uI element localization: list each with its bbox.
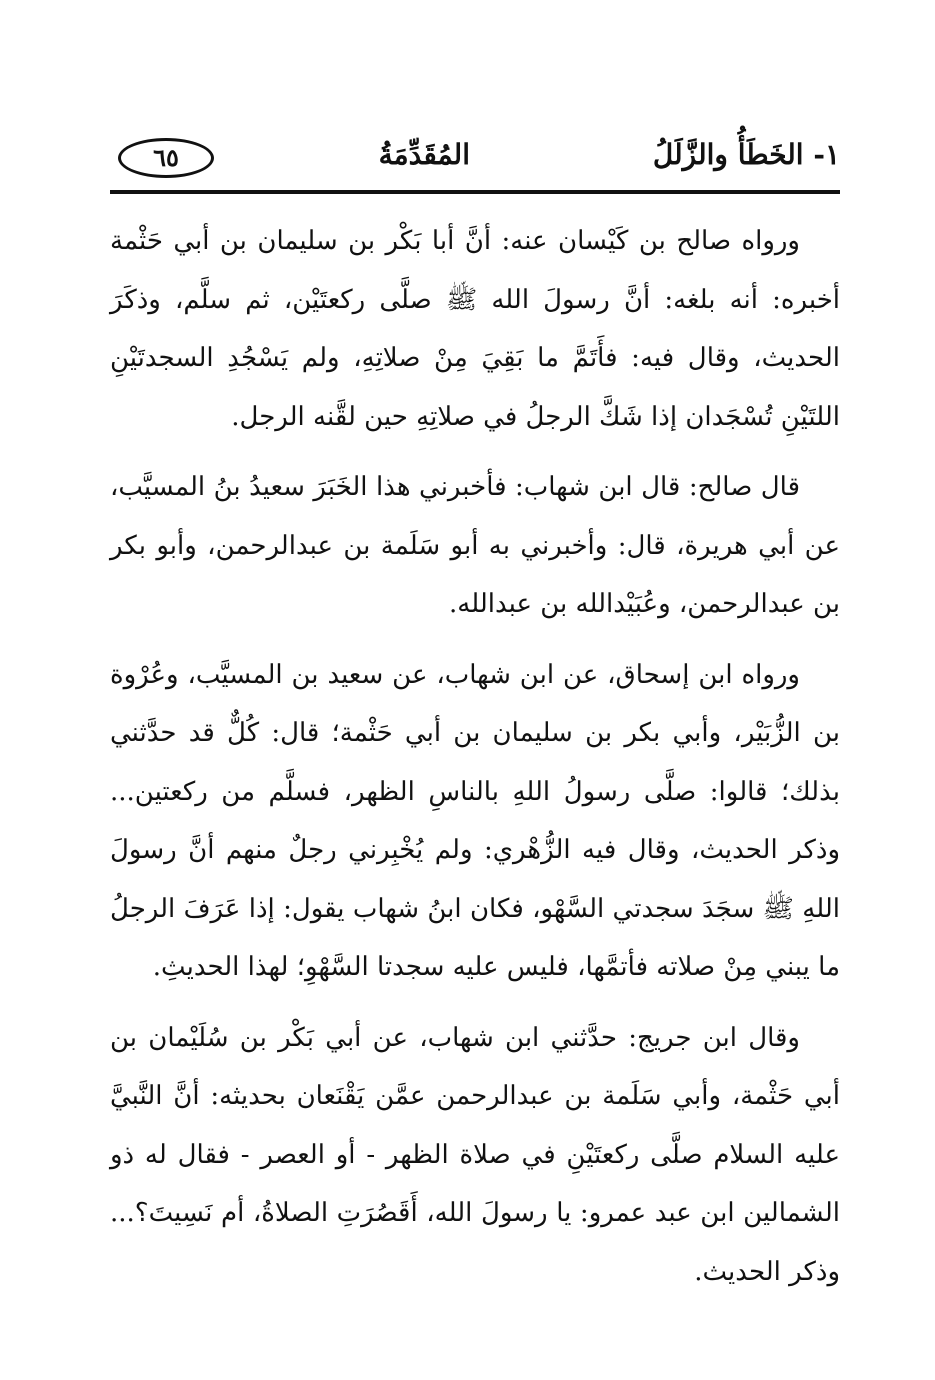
- body-text: [110, 212, 840, 1313]
- running-title: ١- الخَطَأُ والزَّلَلُ: [652, 138, 840, 171]
- paragraph: قال صالح: قال ابن شهاب: فأخبرني هذا الخَبَرَ سعيدُ بنُ المسيَّب، عن أبي هريرة، قال: وأخبرني به أبو سَلَمة بن عبدالرحمن، وأبو بكر بن عبدالرحمن، وعُبَيْدالله بن عبدالله.: [110, 472, 840, 619]
- paragraph: ورواه ابن إسحاق، عن ابن شهاب، عن سعيد بن المسيَّب، وعُرْوة بن الزُّبَيْر، وأبي بكر بن سليمان بن أبي حَثْمة؛ قال: كُلٌّ قد حدَّثني بذلك؛ قالوا: صلَّى رسولُ اللهِ بالناسِ الظهر، فسلَّم من ركعتين... وذكر الحديث، وقال فيه الزُّهْري: ولم يُخْبِرني رجلٌ منهم أنَّ رسولَ اللهِ ﷺ سجَدَ سجدتي السَّهْو، فكان ابنُ شهاب يقول: إذا عَرَفَ الرجلُ ما يبني مِنْ صلاته فأتمَّها، فليس عليه سجدتا السَّهْوِ؛ لهذا الحديثِ.: [110, 659, 840, 982]
- paragraph: وقال ابن جريج: حدَّثني ابن شهاب، عن أبي بَكْر بن سُلَيْمان بن أبي حَثْمة، وأبي سَلَمة بن عبدالرحمن عمَّن يَقْنَعان بحديثه: أنَّ النَّبيَّ عليه السلام صلَّى ركعتَيْنِ في صلاة الظهر - أو العصر - فقال له ذو الشمالين ابن عبد عمرو: يا رسولَ الله، أَقَصُرَتِ الصلاةُ، أم نَسِيتَ؟... وذكر الحديث.: [110, 1022, 840, 1287]
- page-number: ٦٥: [118, 138, 214, 178]
- paragraph: ورواه صالح بن كَيْسان عنه: أنَّ أبا بَكْر بن سليمان بن أبي حَثْمة أخبره: أنه بلغه: أنَّ رسولَ الله ﷺ صلَّى ركعتَيْن، ثم سلَّم، وذكَرَ الحديث، وقال فيه: فأَتَمَّ ما بَقِيَ مِنْ صلاتِهِ، ولم يَسْجُدِ السجدتَيْنِ اللتَيْنِ تُسْجَدان إذا شَكَّ الرجلُ في صلاتِهِ حين لقَّنه الرجل.: [110, 226, 840, 432]
- header-rule: [110, 190, 840, 194]
- page-header: [110, 132, 840, 192]
- section-title: المُقَدِّمَةُ: [378, 138, 470, 171]
